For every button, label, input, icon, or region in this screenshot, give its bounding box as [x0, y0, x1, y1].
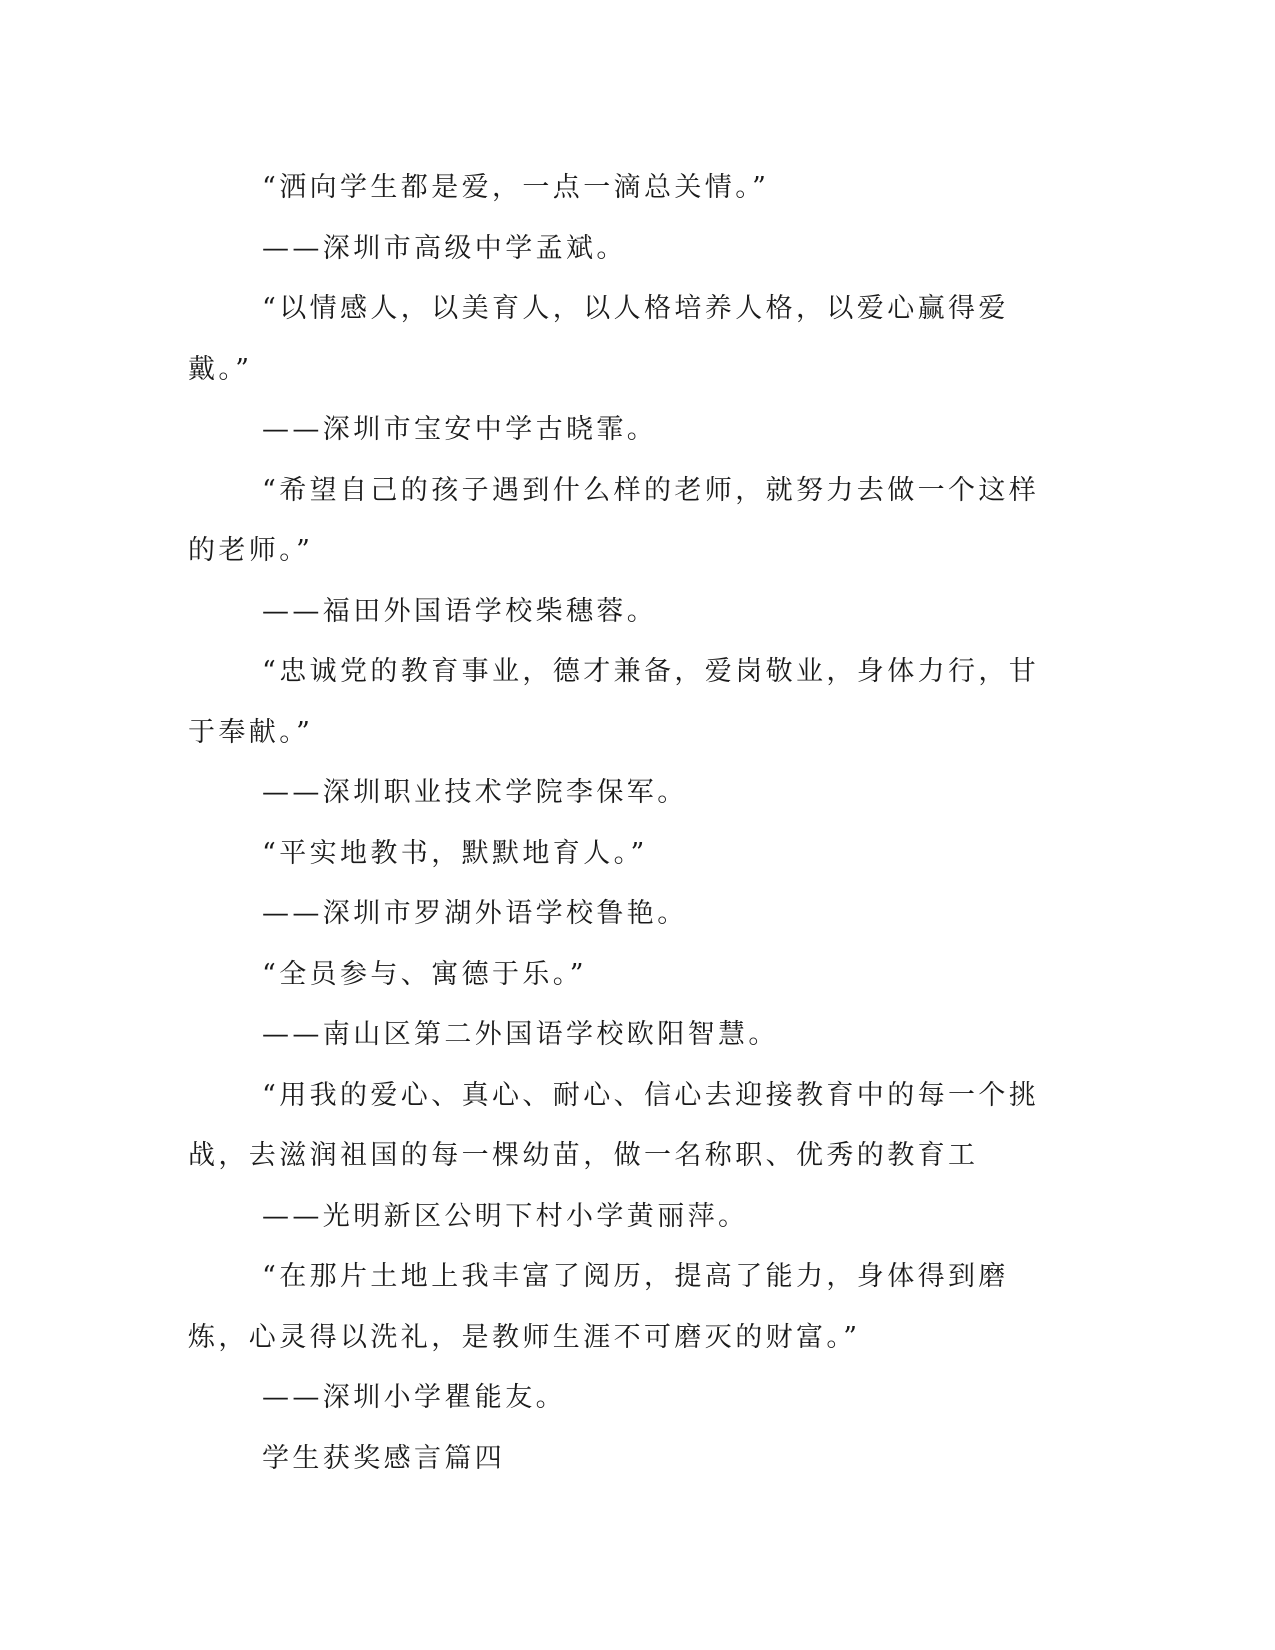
attribution-line: ——光明新区公明下村小学黄丽萍。: [262, 1200, 749, 1232]
quote-paragraph: “希望自己的孩子遇到什么样的老师，就努力去做一个这样的老师。”: [188, 474, 1040, 566]
attribution-line: ——深圳职业技术学院李保军。: [262, 777, 688, 808]
quote-paragraph: “用我的爱心、真心、耐心、信心去迎接教育中的每一个挑战，去滋润祖国的每一棵幼苗，做一名称职、优秀的教育工: [188, 1079, 1040, 1171]
quote-paragraph: “在那片土地上我丰富了阅历，提高了能力，身体得到磨炼，心灵得以洗礼，是教师生涯不可磨灭的财富。”: [188, 1261, 1009, 1353]
quote-paragraph: “全员参与、寓德于乐。”: [262, 958, 587, 990]
attribution-line: ——深圳市宝安中学古晓霏。: [262, 414, 658, 445]
attribution-line: ——福田外国语学校柴穗蓉。: [262, 595, 658, 627]
attribution-line: ——南山区第二外国语学校欧阳智慧。: [262, 1019, 779, 1050]
document-body: [188, 158, 1058, 1489]
quote-paragraph: “平实地教书，默默地育人。”: [262, 837, 648, 869]
section-heading: 学生获奖感言篇四: [262, 1442, 506, 1474]
quote-paragraph: “洒向学生都是爱，一点一滴总关情。”: [262, 172, 770, 203]
attribution-line: ——深圳市高级中学孟斌。: [262, 232, 627, 264]
quote-paragraph: “以情感人，以美育人，以人格培养人格，以爱心赢得爱戴。”: [188, 293, 1009, 385]
attribution-line: ——深圳小学瞿能友。: [262, 1382, 566, 1413]
attribution-line: ——深圳市罗湖外语学校鲁艳。: [262, 898, 688, 929]
quote-paragraph: “忠诚党的教育事业，德才兼备，爱岗敬业，身体力行，甘于奉献。”: [188, 656, 1040, 748]
